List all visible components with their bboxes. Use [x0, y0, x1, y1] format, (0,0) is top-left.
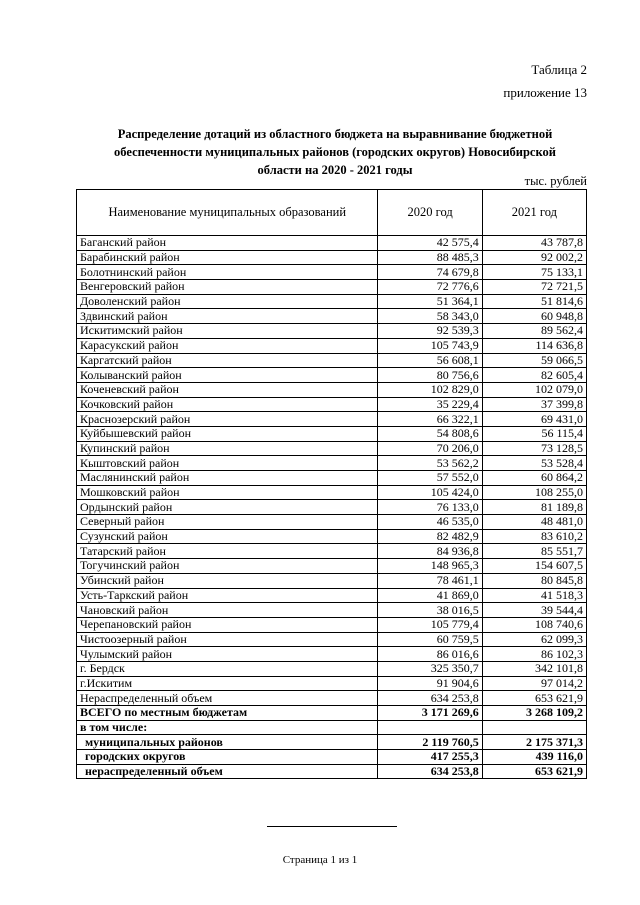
cell-name: Куйбышевский район — [77, 426, 378, 441]
cell-name: муниципальных районов — [77, 735, 378, 750]
table-row — [77, 426, 587, 441]
table-row — [77, 691, 587, 706]
cell-2020: 72 776,6 — [378, 280, 482, 295]
cell-2020: 105 779,4 — [378, 617, 482, 632]
cell-name: Мошковский район — [77, 485, 378, 500]
cell-2020: 86 016,6 — [378, 647, 482, 662]
subtotal-row — [77, 764, 587, 779]
table-row — [77, 456, 587, 471]
cell-name: Коченевский район — [77, 382, 378, 397]
cell-2021: 2 175 371,3 — [482, 735, 586, 750]
cell-2021: 439 116,0 — [482, 750, 586, 765]
cell-2021: 48 481,0 — [482, 515, 586, 530]
table-row — [77, 676, 587, 691]
cell-2020: 57 552,0 — [378, 471, 482, 486]
cell-name: Кыштовский район — [77, 456, 378, 471]
cell-2020: 35 229,4 — [378, 397, 482, 412]
cell-2021 — [482, 720, 586, 735]
cell-name: г.Искитим — [77, 676, 378, 691]
table-row — [77, 441, 587, 456]
cell-name: Чистоозерный район — [77, 632, 378, 647]
cell-name: Маслянинский район — [77, 471, 378, 486]
table-row — [77, 309, 587, 324]
cell-2021: 81 189,8 — [482, 500, 586, 515]
cell-2021: 75 133,1 — [482, 265, 586, 280]
subtotal-row — [77, 750, 587, 765]
cell-2020: 78 461,1 — [378, 573, 482, 588]
cell-name: Венгеровский район — [77, 280, 378, 295]
column-header-2020: 2020 год — [378, 190, 482, 236]
cell-name: ВСЕГО по местным бюджетам — [77, 706, 378, 721]
cell-2021: 69 431,0 — [482, 412, 586, 427]
table-row — [77, 515, 587, 530]
table-row — [77, 603, 587, 618]
table-row — [77, 250, 587, 265]
table-row — [77, 529, 587, 544]
cell-2020: 102 829,0 — [378, 382, 482, 397]
cell-name: городских округов — [77, 750, 378, 765]
table-row — [77, 353, 587, 368]
cell-2020 — [378, 720, 482, 735]
cell-2020: 51 364,1 — [378, 294, 482, 309]
cell-2020: 634 253,8 — [378, 691, 482, 706]
cell-2020: 70 206,0 — [378, 441, 482, 456]
cell-2020: 325 350,7 — [378, 661, 482, 676]
subtotal-row — [77, 735, 587, 750]
subsidy-table — [76, 189, 587, 779]
cell-name: Чановский район — [77, 603, 378, 618]
cell-2020: 42 575,4 — [378, 236, 482, 251]
cell-2020: 46 535,0 — [378, 515, 482, 530]
cell-2020: 56 608,1 — [378, 353, 482, 368]
cell-2020: 84 936,8 — [378, 544, 482, 559]
cell-2021: 653 621,9 — [482, 764, 586, 779]
table-row — [77, 617, 587, 632]
table-row — [77, 588, 587, 603]
cell-2021: 73 128,5 — [482, 441, 586, 456]
cell-2020: 105 424,0 — [378, 485, 482, 500]
cell-2020: 76 133,0 — [378, 500, 482, 515]
table-row — [77, 397, 587, 412]
cell-name: Здвинский район — [77, 309, 378, 324]
cell-2021: 80 845,8 — [482, 573, 586, 588]
cell-name: Краснозерский район — [77, 412, 378, 427]
cell-2020: 634 253,8 — [378, 764, 482, 779]
cell-2020: 38 016,5 — [378, 603, 482, 618]
cell-2021: 59 066,5 — [482, 353, 586, 368]
cell-name: нераспределенный объем — [77, 764, 378, 779]
cell-2020: 88 485,3 — [378, 250, 482, 265]
table-row — [77, 573, 587, 588]
cell-name: Баганский район — [77, 236, 378, 251]
cell-name: Доволенский район — [77, 294, 378, 309]
cell-2020: 92 539,3 — [378, 324, 482, 339]
cell-2021: 108 255,0 — [482, 485, 586, 500]
page-number: Страница 1 из 1 — [282, 854, 358, 866]
table-row — [77, 280, 587, 295]
cell-2021: 41 518,3 — [482, 588, 586, 603]
cell-2021: 92 002,2 — [482, 250, 586, 265]
table-row — [77, 294, 587, 309]
cell-2021: 154 607,5 — [482, 559, 586, 574]
cell-2021: 62 099,3 — [482, 632, 586, 647]
table-body — [77, 236, 587, 779]
cell-2020: 80 756,6 — [378, 368, 482, 383]
cell-2021: 102 079,0 — [482, 382, 586, 397]
cell-name: Барабинский район — [77, 250, 378, 265]
cell-name: г. Бердск — [77, 661, 378, 676]
cell-name: Чулымский район — [77, 647, 378, 662]
cell-2021: 342 101,8 — [482, 661, 586, 676]
table-row — [77, 338, 587, 353]
cell-2020: 105 743,9 — [378, 338, 482, 353]
cell-2021: 89 562,4 — [482, 324, 586, 339]
cell-2020: 82 482,9 — [378, 529, 482, 544]
table-row — [77, 471, 587, 486]
table-row — [77, 324, 587, 339]
cell-2021: 82 605,4 — [482, 368, 586, 383]
cell-2020: 3 171 269,6 — [378, 706, 482, 721]
column-header-2021: 2021 год — [482, 190, 586, 236]
table-row — [77, 485, 587, 500]
table-row — [77, 368, 587, 383]
table-row — [77, 647, 587, 662]
column-header-name: Наименование муниципальных образований — [77, 190, 378, 236]
cell-2021: 86 102,3 — [482, 647, 586, 662]
cell-2021: 53 528,4 — [482, 456, 586, 471]
including-label: в том числе: — [77, 720, 378, 735]
cell-name: Купинский район — [77, 441, 378, 456]
cell-name: Сузунский район — [77, 529, 378, 544]
cell-2021: 51 814,6 — [482, 294, 586, 309]
table-row — [77, 500, 587, 515]
cell-2021: 39 544,4 — [482, 603, 586, 618]
cell-2021: 56 115,4 — [482, 426, 586, 441]
document-title: Распределение дотаций из областного бюджета на выравнивание бюджетной обеспеченности муниципальных районов (городских округов) Новосибирской области на 2020 - 2021 годы — [114, 127, 556, 177]
including-row — [77, 720, 587, 735]
table-row — [77, 559, 587, 574]
cell-name: Болотнинский район — [77, 265, 378, 280]
cell-2021: 72 721,5 — [482, 280, 586, 295]
cell-2020: 91 904,6 — [378, 676, 482, 691]
footer-divider — [267, 826, 397, 827]
cell-2020: 148 965,3 — [378, 559, 482, 574]
cell-2021: 108 740,6 — [482, 617, 586, 632]
cell-2021: 653 621,9 — [482, 691, 586, 706]
cell-2021: 97 014,2 — [482, 676, 586, 691]
table-header-row — [77, 190, 587, 236]
cell-name: Тогучинский район — [77, 559, 378, 574]
cell-2021: 114 636,8 — [482, 338, 586, 353]
cell-2021: 37 399,8 — [482, 397, 586, 412]
cell-name: Убинский район — [77, 573, 378, 588]
cell-name: Черепановский район — [77, 617, 378, 632]
cell-2021: 3 268 109,2 — [482, 706, 586, 721]
table-row — [77, 265, 587, 280]
table-number: Таблица 2 — [531, 62, 587, 77]
table-row — [77, 382, 587, 397]
cell-2021: 43 787,8 — [482, 236, 586, 251]
cell-name: Карасукский район — [77, 338, 378, 353]
cell-2021: 60 948,8 — [482, 309, 586, 324]
cell-name: Северный район — [77, 515, 378, 530]
cell-2020: 41 869,0 — [378, 588, 482, 603]
table-row — [77, 632, 587, 647]
cell-name: Искитимский район — [77, 324, 378, 339]
cell-name: Усть-Таркский район — [77, 588, 378, 603]
cell-name: Ордынский район — [77, 500, 378, 515]
cell-2020: 54 808,6 — [378, 426, 482, 441]
cell-2020: 2 119 760,5 — [378, 735, 482, 750]
cell-2020: 66 322,1 — [378, 412, 482, 427]
cell-name: Кочковский район — [77, 397, 378, 412]
table-row — [77, 236, 587, 251]
appendix-label: приложение 13 — [503, 85, 587, 100]
table-row — [77, 544, 587, 559]
table-row — [77, 412, 587, 427]
cell-2021: 60 864,2 — [482, 471, 586, 486]
total-row — [77, 706, 587, 721]
cell-name: Татарский район — [77, 544, 378, 559]
cell-name: Каргатский район — [77, 353, 378, 368]
cell-name: Нераспределенный объем — [77, 691, 378, 706]
table-row — [77, 661, 587, 676]
cell-2020: 60 759,5 — [378, 632, 482, 647]
cell-2020: 417 255,3 — [378, 750, 482, 765]
cell-2020: 53 562,2 — [378, 456, 482, 471]
cell-2020: 58 343,0 — [378, 309, 482, 324]
cell-2020: 74 679,8 — [378, 265, 482, 280]
cell-2021: 85 551,7 — [482, 544, 586, 559]
cell-2021: 83 610,2 — [482, 529, 586, 544]
units-label: тыс. рублей — [524, 174, 587, 188]
cell-name: Колыванский район — [77, 368, 378, 383]
